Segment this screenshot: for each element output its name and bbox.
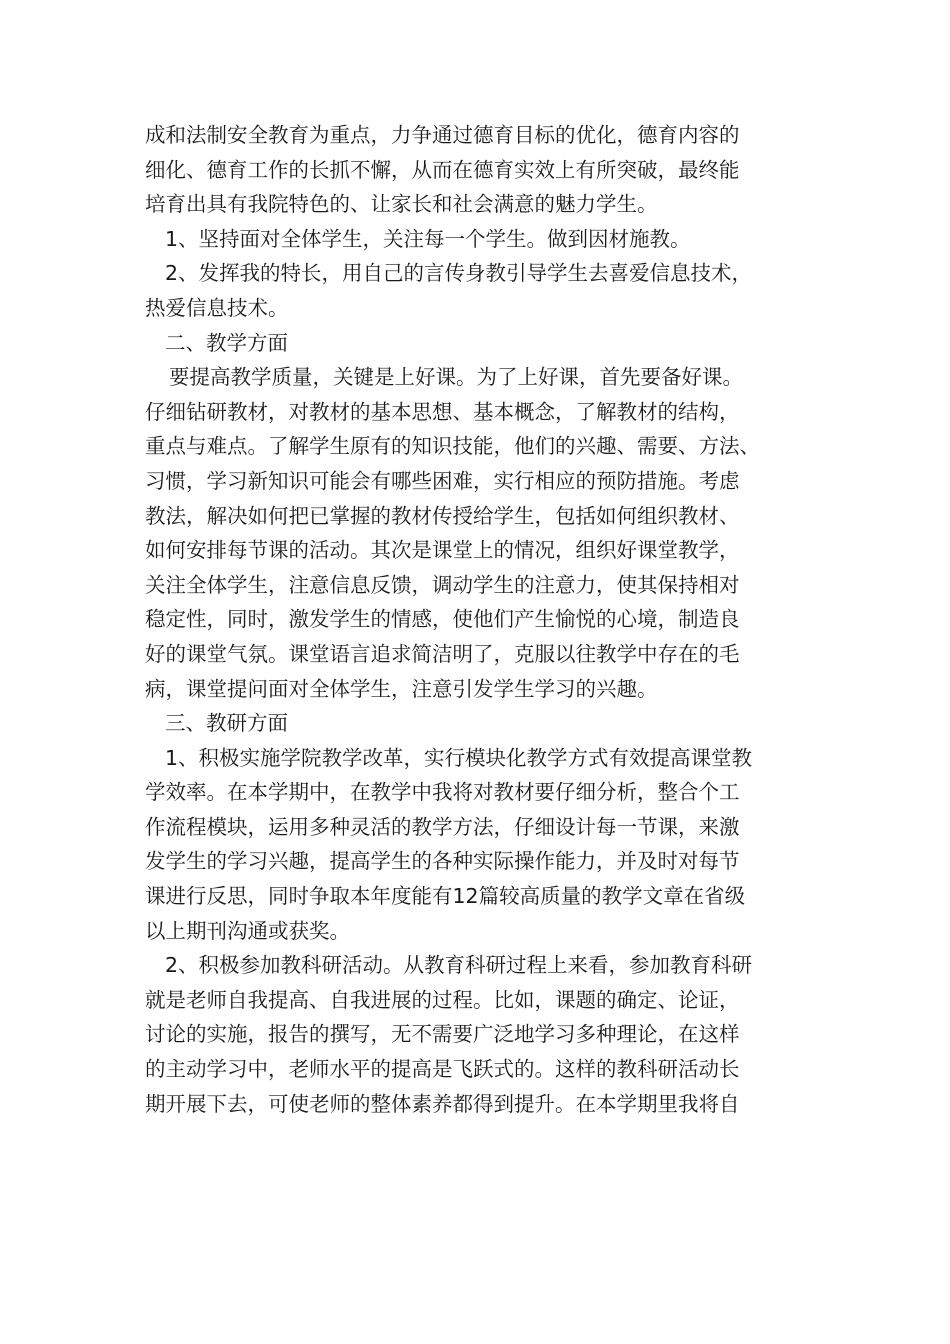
list-item: 2、发挥我的特长，用自己的言传身教引导学生去喜爱信息技术， (165, 261, 753, 286)
paragraph-line: 课进行反思，同时争取本年度能有12篇较高质量的教学文章在省级 (145, 884, 746, 909)
paragraph-line: 讨论的实施，报告的撰写，无不需要广泛地学习多种理论，在这样 (145, 1022, 740, 1047)
paragraph-line: 重点与难点。了解学生原有的知识技能，他们的兴趣、需要、方法、 (145, 434, 760, 459)
paragraph-line: 细化、德育工作的长抓不懈，从而在德育实效上有所突破，最终能 (145, 157, 740, 182)
paragraph-line: 好的课堂气氛。课堂语言追求简洁明了，克服以往教学中存在的毛 (145, 641, 740, 666)
paragraph-line: 培育出具有我院特色的、让家长和社会满意的魅力学生。 (145, 192, 658, 217)
paragraph-line: 热爱信息技术。 (145, 295, 289, 320)
paragraph-line: 作流程模块，运用多种灵活的教学方法，仔细设计每一节课，来激 (145, 814, 740, 839)
paragraph-line: 习惯，学习新知识可能会有哪些困难，实行相应的预防措施。考虑 (145, 468, 740, 493)
paragraph-line: 如何安排每节课的活动。其次是课堂上的情况，组织好课堂教学， (145, 538, 740, 563)
section-heading: 二、教学方面 (165, 330, 288, 355)
paragraph-line: 稳定性，同时，激发学生的情感，使他们产生愉悦的心境，制造良 (145, 607, 740, 632)
paragraph-line: 要提高教学质量，关键是上好课。为了上好课，首先要备好课。 (169, 365, 743, 390)
section-heading: 三、教研方面 (165, 711, 288, 736)
paragraph-line: 学效率。在本学期中，在教学中我将对教材要仔细分析，整合个工 (145, 780, 740, 805)
paragraph-line: 的主动学习中，老师水平的提高是飞跃式的。这样的教科研活动长 (145, 1057, 740, 1082)
paragraph-line: 仔细钻研教材，对教材的基本思想、基本概念，了解教材的结构， (145, 399, 740, 424)
paragraph-line: 病，课堂提问面对全体学生，注意引发学生学习的兴趣。 (145, 676, 658, 701)
paragraph-line: 就是老师自我提高、自我进展的过程。比如，课题的确定、论证， (145, 987, 740, 1012)
paragraph-line: 成和法制安全教育为重点，力争通过德育目标的优化，德育内容的 (145, 123, 740, 147)
list-item: 2、积极参加教科研活动。从教育科研过程上来看，参加教育科研 (165, 953, 753, 978)
paragraph-line: 期开展下去，可使老师的整体素养都得到提升。在本学期里我将自 (145, 1091, 740, 1116)
document-body (145, 118, 815, 1121)
list-item: 1、坚持面对全体学生，关注每一个学生。做到因材施教。 (165, 226, 691, 251)
list-item: 1、积极实施学院教学改革，实行模块化教学方式有效提高课堂教 (165, 745, 753, 770)
paragraph-line: 以上期刊沟通或获奖。 (145, 918, 350, 943)
paragraph-line: 关注全体学生，注意信息反馈，调动学生的注意力，使其保持相对 (145, 572, 740, 597)
paragraph-line: 发学生的学习兴趣，提高学生的各种实际操作能力，并及时对每节 (145, 849, 740, 874)
paragraph-line: 教法，解决如何把已掌握的教材传授给学生，包括如何组织教材、 (145, 503, 740, 528)
